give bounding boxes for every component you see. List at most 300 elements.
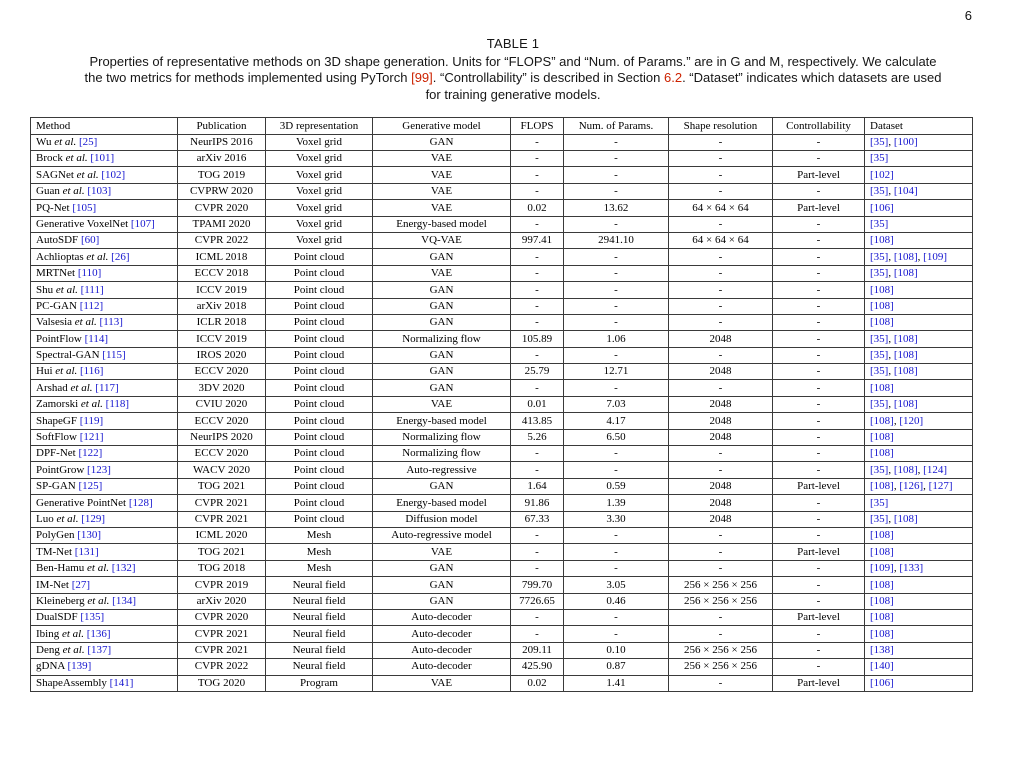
controllability-cell: - bbox=[773, 183, 865, 199]
generative-model-cell: GAN bbox=[373, 364, 511, 380]
publication-cell: CVPR 2022 bbox=[178, 659, 266, 675]
table-caption bbox=[0, 0, 1026, 103]
citation-link[interactable]: [125] bbox=[78, 480, 103, 493]
method-cell: DualSDF [135] bbox=[31, 609, 178, 625]
shape-resolution-cell: 2048 bbox=[669, 396, 773, 412]
citation-link[interactable]: [35] bbox=[870, 463, 889, 476]
generative-model-cell: VAE bbox=[373, 167, 511, 183]
controllability-cell: - bbox=[773, 282, 865, 298]
citation-link[interactable]: [108] bbox=[870, 578, 894, 591]
dataset-cell: [108], [120] bbox=[865, 413, 973, 429]
citation-link[interactable]: [108] bbox=[870, 283, 894, 296]
representation-cell: Point cloud bbox=[266, 413, 373, 429]
citation-link[interactable]: [108] bbox=[870, 299, 894, 312]
citation-link[interactable]: [141] bbox=[109, 676, 134, 689]
dataset-cell bbox=[865, 626, 973, 642]
caption-text-part-2: . “Controllability” is described in Section bbox=[432, 70, 664, 86]
citation-link[interactable]: [108] bbox=[870, 611, 894, 624]
representation-cell: Voxel grid bbox=[266, 151, 373, 167]
shape-resolution-cell: - bbox=[669, 609, 773, 625]
num-params-cell: 7.03 bbox=[564, 396, 669, 412]
citation-link[interactable]: [122] bbox=[78, 447, 103, 460]
citation-link[interactable]: [35] bbox=[870, 398, 889, 411]
publication-cell: IROS 2020 bbox=[178, 347, 266, 363]
citation-link[interactable]: [106] bbox=[870, 676, 894, 689]
table-row bbox=[31, 331, 973, 347]
controllability-cell: - bbox=[773, 396, 865, 412]
publication-cell: ECCV 2020 bbox=[178, 413, 266, 429]
citation-link[interactable]: [108] bbox=[870, 627, 894, 640]
citation-link[interactable]: [35] bbox=[870, 512, 889, 525]
publication-cell: ECCV 2018 bbox=[178, 265, 266, 281]
num-params-cell: 13.62 bbox=[564, 200, 669, 216]
citation-link[interactable]: [35] bbox=[870, 152, 889, 165]
representation-cell: Voxel grid bbox=[266, 167, 373, 183]
shape-resolution-cell: 2048 bbox=[669, 495, 773, 511]
citation-link[interactable]: [107] bbox=[130, 217, 155, 230]
citation-link[interactable]: [113] bbox=[99, 316, 123, 329]
shape-resolution-cell: 2048 bbox=[669, 331, 773, 347]
citation-link[interactable]: [108] bbox=[870, 234, 894, 247]
controllability-cell: - bbox=[773, 265, 865, 281]
publication-cell: CVPR 2019 bbox=[178, 577, 266, 593]
publication-cell: CVPR 2020 bbox=[178, 609, 266, 625]
et-al-text: et al. bbox=[55, 365, 78, 378]
publication-cell: TPAMI 2020 bbox=[178, 216, 266, 232]
col-header-flops: FLOPS bbox=[511, 118, 564, 134]
method-cell: Brock et al. [101] bbox=[31, 151, 178, 167]
method-cell: AutoSDF [60] bbox=[31, 232, 178, 248]
publication-cell: ECCV 2020 bbox=[178, 364, 266, 380]
generative-model-cell: Energy-based model bbox=[373, 216, 511, 232]
shape-resolution-cell: - bbox=[669, 167, 773, 183]
generative-model-cell: Auto-decoder bbox=[373, 659, 511, 675]
method-cell: IM-Net [27] bbox=[31, 577, 178, 593]
num-params-cell: - bbox=[564, 134, 669, 150]
methods-table bbox=[30, 117, 973, 692]
citation-link[interactable]: [117] bbox=[95, 381, 119, 394]
num-params-cell: - bbox=[564, 626, 669, 642]
num-params-cell: - bbox=[564, 347, 669, 363]
flops-cell: 105.89 bbox=[511, 331, 564, 347]
num-params-cell: 2941.10 bbox=[564, 232, 669, 248]
method-cell: ShapeAssembly [141] bbox=[31, 675, 178, 691]
publication-cell: CVPR 2021 bbox=[178, 626, 266, 642]
flops-cell: 799.70 bbox=[511, 577, 564, 593]
shape-resolution-cell: - bbox=[669, 134, 773, 150]
num-params-cell: 1.06 bbox=[564, 331, 669, 347]
controllability-cell: - bbox=[773, 413, 865, 429]
dataset-cell: [109], [133] bbox=[865, 560, 973, 576]
representation-cell: Neural field bbox=[266, 593, 373, 609]
et-al-text: et al. bbox=[55, 283, 78, 296]
citation-link[interactable]: [101] bbox=[90, 152, 115, 165]
shape-resolution-cell: 2048 bbox=[669, 478, 773, 494]
shape-resolution-cell: 2048 bbox=[669, 413, 773, 429]
table-row bbox=[31, 314, 973, 330]
controllability-cell: - bbox=[773, 593, 865, 609]
citation-link[interactable]: [108] bbox=[870, 431, 894, 444]
table-row bbox=[31, 675, 973, 691]
shape-resolution-cell: - bbox=[669, 675, 773, 691]
publication-cell: ICLR 2018 bbox=[178, 314, 266, 330]
generative-model-cell: GAN bbox=[373, 282, 511, 298]
citation-link[interactable]: [116] bbox=[80, 365, 104, 378]
citation-link[interactable]: [103] bbox=[87, 185, 112, 198]
publication-cell: CVIU 2020 bbox=[178, 396, 266, 412]
representation-cell: Voxel grid bbox=[266, 200, 373, 216]
dataset-cell bbox=[865, 429, 973, 445]
flops-cell: - bbox=[511, 544, 564, 560]
flops-cell: 1.64 bbox=[511, 478, 564, 494]
citation-link[interactable]: [120] bbox=[899, 414, 924, 427]
citation-link[interactable]: [135] bbox=[80, 611, 105, 624]
citation-link[interactable]: [108] bbox=[893, 398, 918, 411]
controllability-cell: - bbox=[773, 364, 865, 380]
num-params-cell: - bbox=[564, 183, 669, 199]
citation-link[interactable]: [102] bbox=[870, 168, 894, 181]
generative-model-cell: VAE bbox=[373, 151, 511, 167]
citation-link[interactable]: [108] bbox=[893, 512, 918, 525]
citation-link[interactable]: [114] bbox=[84, 332, 109, 345]
table-row bbox=[31, 134, 973, 150]
method-cell: PC-GAN [112] bbox=[31, 298, 178, 314]
col-header-publication: Publication bbox=[178, 118, 266, 134]
citation-link[interactable]: [102] bbox=[101, 168, 126, 181]
citation-link[interactable]: [108] bbox=[893, 332, 918, 345]
table-row bbox=[31, 347, 973, 363]
shape-resolution-cell: 256 × 256 × 256 bbox=[669, 642, 773, 658]
shape-resolution-cell: - bbox=[669, 282, 773, 298]
citation-link[interactable]: [108] bbox=[870, 447, 894, 460]
col-header-controllability: Controllability bbox=[773, 118, 865, 134]
generative-model-cell: VAE bbox=[373, 675, 511, 691]
num-params-cell: - bbox=[564, 282, 669, 298]
citation-link[interactable]: [108] bbox=[893, 349, 918, 362]
flops-cell: - bbox=[511, 183, 564, 199]
section-link[interactable]: 6.2 bbox=[664, 70, 683, 86]
et-al-text: et al. bbox=[56, 512, 79, 525]
flops-cell: - bbox=[511, 151, 564, 167]
table-body bbox=[31, 134, 973, 691]
controllability-cell: - bbox=[773, 527, 865, 543]
citation-link[interactable]: [128] bbox=[128, 496, 153, 509]
citation-link[interactable]: [108] bbox=[893, 267, 918, 280]
citation-link[interactable]: [27] bbox=[71, 578, 91, 591]
flops-cell: 5.26 bbox=[511, 429, 564, 445]
citation-link[interactable]: [129] bbox=[81, 512, 106, 525]
citation-link[interactable]: [124] bbox=[923, 463, 947, 476]
citation-link[interactable]: [108] bbox=[870, 545, 894, 558]
num-params-cell: 1.41 bbox=[564, 675, 669, 691]
generative-model-cell: GAN bbox=[373, 314, 511, 330]
table-row bbox=[31, 446, 973, 462]
method-cell: DPF-Net [122] bbox=[31, 446, 178, 462]
method-cell: Wu et al. [25] bbox=[31, 134, 178, 150]
shape-resolution-cell: - bbox=[669, 314, 773, 330]
method-cell: Valsesia et al. [113] bbox=[31, 314, 178, 330]
representation-cell: Voxel grid bbox=[266, 216, 373, 232]
et-al-text: et al. bbox=[87, 594, 110, 607]
generative-model-cell: VAE bbox=[373, 200, 511, 216]
method-cell: PolyGen [130] bbox=[31, 527, 178, 543]
generative-model-cell: Normalizing flow bbox=[373, 429, 511, 445]
citation-link[interactable]: [108] bbox=[870, 594, 894, 607]
citation-link[interactable]: [109] bbox=[923, 250, 947, 263]
table-row bbox=[31, 478, 973, 494]
citation-link[interactable]: [140] bbox=[870, 660, 894, 673]
representation-cell: Voxel grid bbox=[266, 232, 373, 248]
dataset-cell bbox=[865, 577, 973, 593]
citation-link[interactable]: [138] bbox=[870, 644, 894, 657]
citation-link[interactable]: [136] bbox=[86, 627, 111, 640]
citation-link[interactable]: [121] bbox=[79, 431, 104, 444]
citation-link[interactable]: [119] bbox=[79, 414, 104, 427]
citation-link[interactable]: [104] bbox=[893, 185, 918, 198]
method-cell: Ibing et al. [136] bbox=[31, 626, 178, 642]
citation-link[interactable]: [108] bbox=[893, 463, 918, 476]
shape-resolution-cell: - bbox=[669, 626, 773, 642]
num-params-cell: - bbox=[564, 151, 669, 167]
citation-link[interactable]: [108] bbox=[870, 381, 894, 394]
citation-link[interactable]: [126] bbox=[899, 480, 924, 493]
citation-link[interactable]: [111] bbox=[80, 283, 104, 296]
citation-link[interactable]: [108] bbox=[870, 480, 894, 493]
flops-cell: - bbox=[511, 347, 564, 363]
citation-link[interactable]: [35] bbox=[870, 185, 889, 198]
controllability-cell: - bbox=[773, 347, 865, 363]
citation-link[interactable]: [35] bbox=[870, 217, 889, 230]
flops-cell: - bbox=[511, 282, 564, 298]
dataset-cell bbox=[865, 282, 973, 298]
representation-cell: Neural field bbox=[266, 609, 373, 625]
table-row bbox=[31, 642, 973, 658]
method-cell: Achlioptas et al. [26] bbox=[31, 249, 178, 265]
flops-cell: - bbox=[511, 249, 564, 265]
citation-link[interactable]: [35] bbox=[870, 332, 889, 345]
method-cell: Kleineberg et al. [134] bbox=[31, 593, 178, 609]
citation-link[interactable]: [118] bbox=[105, 398, 130, 411]
table-row bbox=[31, 577, 973, 593]
citation-link[interactable]: [35] bbox=[870, 267, 889, 280]
flops-cell: - bbox=[511, 560, 564, 576]
generative-model-cell: GAN bbox=[373, 298, 511, 314]
method-cell: SAGNet et al. [102] bbox=[31, 167, 178, 183]
generative-model-cell: VAE bbox=[373, 265, 511, 281]
method-cell: gDNA [139] bbox=[31, 659, 178, 675]
flops-cell: - bbox=[511, 298, 564, 314]
publication-cell: arXiv 2020 bbox=[178, 593, 266, 609]
citation-link[interactable]: [133] bbox=[899, 562, 924, 575]
generative-model-cell: Diffusion model bbox=[373, 511, 511, 527]
citation-link[interactable]: [109] bbox=[870, 562, 894, 575]
shape-resolution-cell: - bbox=[669, 462, 773, 478]
shape-resolution-cell: - bbox=[669, 560, 773, 576]
flops-cell: 0.01 bbox=[511, 396, 564, 412]
generative-model-cell: Auto-regressive model bbox=[373, 527, 511, 543]
shape-resolution-cell: - bbox=[669, 544, 773, 560]
dataset-cell: [108], [126], [127] bbox=[865, 478, 973, 494]
dataset-cell: [35], [108] bbox=[865, 396, 973, 412]
representation-cell: Voxel grid bbox=[266, 134, 373, 150]
num-params-cell: 3.05 bbox=[564, 577, 669, 593]
shape-resolution-cell: - bbox=[669, 347, 773, 363]
citation-link[interactable]: [137] bbox=[87, 644, 112, 657]
method-cell: SP-GAN [125] bbox=[31, 478, 178, 494]
generative-model-cell: VQ-VAE bbox=[373, 232, 511, 248]
shape-resolution-cell: - bbox=[669, 183, 773, 199]
shape-resolution-cell: 64 × 64 × 64 bbox=[669, 200, 773, 216]
method-cell: Deng et al. [137] bbox=[31, 642, 178, 658]
citation-link[interactable]: [132] bbox=[111, 562, 136, 575]
dataset-cell bbox=[865, 167, 973, 183]
col-header-3d-representation: 3D representation bbox=[266, 118, 373, 134]
table-caption-text bbox=[83, 54, 943, 103]
publication-cell: ICCV 2019 bbox=[178, 282, 266, 298]
table-row bbox=[31, 249, 973, 265]
caption-text-part-3: . “Dataset” indicates which datasets are used for training generative models. bbox=[425, 70, 942, 102]
citation-link[interactable]: [100] bbox=[893, 135, 918, 148]
num-params-cell: - bbox=[564, 265, 669, 281]
representation-cell: Program bbox=[266, 675, 373, 691]
controllability-cell: Part-level bbox=[773, 609, 865, 625]
citation-link[interactable]: [35] bbox=[870, 496, 889, 509]
num-params-cell: 0.46 bbox=[564, 593, 669, 609]
shape-resolution-cell: 64 × 64 × 64 bbox=[669, 232, 773, 248]
dataset-cell: [35], [108] bbox=[865, 511, 973, 527]
citation-link[interactable]: [131] bbox=[74, 545, 99, 558]
shape-resolution-cell: 2048 bbox=[669, 364, 773, 380]
method-cell: Hui et al. [116] bbox=[31, 364, 178, 380]
representation-cell: Point cloud bbox=[266, 478, 373, 494]
method-cell: TM-Net [131] bbox=[31, 544, 178, 560]
table-caption-title: TABLE 1 bbox=[486, 36, 540, 51]
num-params-cell: 0.87 bbox=[564, 659, 669, 675]
table-header-row bbox=[31, 118, 973, 134]
caption-text-part-1: Properties of representative methods on 3D shape generation. Units for “FLOPS” and “Num. of Params.” are in G and M, respectively. We calculate the two metrics for methods implemented using PyTorch bbox=[84, 54, 937, 86]
citation-link[interactable]: [110] bbox=[77, 267, 102, 280]
shape-resolution-cell: 256 × 256 × 256 bbox=[669, 593, 773, 609]
generative-model-cell: Normalizing flow bbox=[373, 446, 511, 462]
controllability-cell: - bbox=[773, 151, 865, 167]
flops-cell: 209.11 bbox=[511, 642, 564, 658]
num-params-cell: 0.10 bbox=[564, 642, 669, 658]
controllability-cell: - bbox=[773, 511, 865, 527]
citation-link[interactable]: [25] bbox=[78, 135, 98, 148]
citation-link[interactable]: [105] bbox=[72, 201, 97, 214]
flops-cell: - bbox=[511, 167, 564, 183]
controllability-cell: - bbox=[773, 331, 865, 347]
representation-cell: Point cloud bbox=[266, 462, 373, 478]
representation-cell: Mesh bbox=[266, 560, 373, 576]
citation-link[interactable]: [35] bbox=[870, 365, 889, 378]
flops-cell: - bbox=[511, 626, 564, 642]
flops-cell: - bbox=[511, 527, 564, 543]
et-al-text: et al. bbox=[62, 644, 85, 657]
citation-link[interactable]: [108] bbox=[870, 316, 894, 329]
method-cell: PointFlow [114] bbox=[31, 331, 178, 347]
citation-link[interactable]: [112] bbox=[79, 299, 104, 312]
et-al-text: et al. bbox=[54, 135, 77, 148]
table-row bbox=[31, 609, 973, 625]
representation-cell: Neural field bbox=[266, 642, 373, 658]
dataset-cell bbox=[865, 200, 973, 216]
flops-cell: 7726.65 bbox=[511, 593, 564, 609]
citation-link[interactable]: [115] bbox=[102, 349, 126, 362]
citation-link[interactable]: [130] bbox=[77, 529, 102, 542]
citation-link[interactable]: [108] bbox=[893, 365, 918, 378]
citation-link[interactable]: [26] bbox=[111, 250, 130, 263]
publication-cell: CVPR 2022 bbox=[178, 232, 266, 248]
generative-model-cell: Auto-decoder bbox=[373, 609, 511, 625]
table-row bbox=[31, 593, 973, 609]
representation-cell: Point cloud bbox=[266, 331, 373, 347]
representation-cell: Neural field bbox=[266, 659, 373, 675]
num-params-cell: 4.17 bbox=[564, 413, 669, 429]
citation-link[interactable]: [139] bbox=[67, 660, 92, 673]
publication-cell: arXiv 2016 bbox=[178, 151, 266, 167]
method-cell: Zamorski et al. [118] bbox=[31, 396, 178, 412]
generative-model-cell: GAN bbox=[373, 249, 511, 265]
num-params-cell: - bbox=[564, 298, 669, 314]
citation-link[interactable]: [35] bbox=[870, 349, 889, 362]
dataset-cell bbox=[865, 232, 973, 248]
citation-link[interactable]: [35] bbox=[870, 250, 889, 263]
shape-resolution-cell: - bbox=[669, 380, 773, 396]
representation-cell: Point cloud bbox=[266, 314, 373, 330]
table-row bbox=[31, 183, 973, 199]
publication-cell: TOG 2019 bbox=[178, 167, 266, 183]
method-cell: Spectral-GAN [115] bbox=[31, 347, 178, 363]
method-cell: Guan et al. [103] bbox=[31, 183, 178, 199]
et-al-text: et al. bbox=[74, 316, 97, 329]
citation-link[interactable]: [35] bbox=[870, 135, 889, 148]
citation-link[interactable]: [108] bbox=[870, 414, 894, 427]
representation-cell: Mesh bbox=[266, 544, 373, 560]
num-params-cell: 1.39 bbox=[564, 495, 669, 511]
col-header-shape-resolution: Shape resolution bbox=[669, 118, 773, 134]
num-params-cell: 3.30 bbox=[564, 511, 669, 527]
et-al-text: et al. bbox=[80, 398, 103, 411]
citation-link[interactable]: [108] bbox=[893, 250, 918, 263]
num-params-cell: - bbox=[564, 314, 669, 330]
generative-model-cell: VAE bbox=[373, 396, 511, 412]
generative-model-cell: Energy-based model bbox=[373, 413, 511, 429]
citation-link[interactable]: [60] bbox=[80, 234, 100, 247]
citation-link[interactable]: [108] bbox=[870, 529, 894, 542]
controllability-cell: - bbox=[773, 429, 865, 445]
representation-cell: Point cloud bbox=[266, 265, 373, 281]
citation-link[interactable]: [127] bbox=[928, 480, 953, 493]
publication-cell: TOG 2018 bbox=[178, 560, 266, 576]
col-header-method: Method bbox=[31, 118, 178, 134]
controllability-cell: - bbox=[773, 462, 865, 478]
publication-cell: 3DV 2020 bbox=[178, 380, 266, 396]
citation-link[interactable]: [134] bbox=[112, 594, 136, 607]
method-cell: SoftFlow [121] bbox=[31, 429, 178, 445]
flops-cell: - bbox=[511, 265, 564, 281]
table-row bbox=[31, 396, 973, 412]
et-al-text: et al. bbox=[65, 152, 88, 165]
citation-link[interactable]: [106] bbox=[870, 201, 894, 214]
table-row bbox=[31, 511, 973, 527]
num-params-cell: - bbox=[564, 249, 669, 265]
controllability-cell: Part-level bbox=[773, 200, 865, 216]
citation-link[interactable]: [123] bbox=[87, 463, 111, 476]
publication-cell: TOG 2021 bbox=[178, 544, 266, 560]
representation-cell: Neural field bbox=[266, 577, 373, 593]
pytorch-citation-link[interactable]: [99] bbox=[411, 70, 433, 86]
